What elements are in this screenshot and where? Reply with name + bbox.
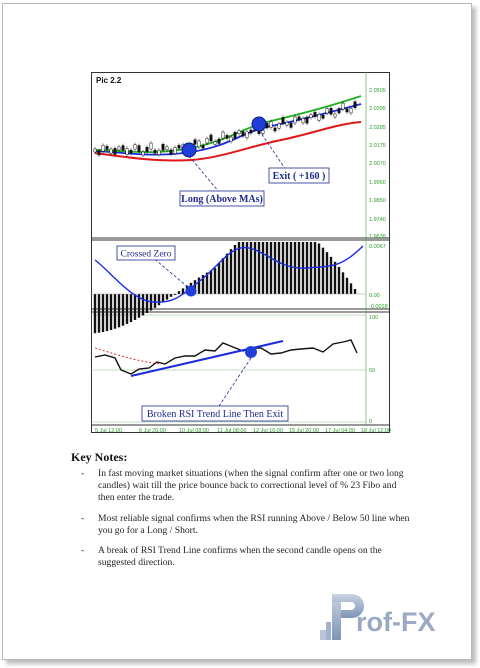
macd-bar xyxy=(282,242,284,294)
macd-bar xyxy=(166,294,168,300)
candle-body xyxy=(134,145,136,150)
macd-bar xyxy=(270,242,272,294)
candle-body xyxy=(294,117,296,123)
macd-axis-label: 0.0067 xyxy=(369,244,386,250)
macd-axis-label: 1.9635 xyxy=(369,234,386,240)
price-axis-label: 2.0175 xyxy=(369,143,386,149)
exit-annotation-text: Exit ( +160 ) xyxy=(272,171,326,182)
macd-bar xyxy=(266,242,268,294)
candle-body xyxy=(230,137,232,142)
macd-bar xyxy=(130,294,132,322)
macd-bar xyxy=(94,294,96,333)
macd-axis-label: 0.00 xyxy=(369,293,380,299)
macd-bar xyxy=(290,242,292,294)
time-axis-label: 15 Jul 20:00 xyxy=(289,428,319,434)
price-axis-label: 2.0285 xyxy=(369,125,386,131)
key-notes-heading: Key Notes: xyxy=(71,450,128,464)
bullet-dash: - xyxy=(81,512,85,524)
rsi-trend-line xyxy=(131,341,283,376)
price-axis-label: 1.9960 xyxy=(369,180,386,186)
candle-body xyxy=(206,139,208,144)
crossed-zero-text: Crossed Zero xyxy=(120,249,172,260)
macd-bar xyxy=(146,294,148,313)
candle-body xyxy=(118,147,120,150)
macd-bar xyxy=(286,242,288,294)
macd-bar xyxy=(134,294,136,320)
candle-body xyxy=(214,142,216,145)
time-axis-label: 11 Jul 08:00 xyxy=(217,428,247,434)
candle-body xyxy=(318,114,320,120)
time-axis-label: 12 Jul 16:00 xyxy=(253,428,283,434)
macd-bar xyxy=(106,294,108,331)
macd-bar xyxy=(226,254,228,294)
price-axis-label: 2.0505 xyxy=(369,88,386,94)
macd-bar xyxy=(342,272,344,294)
macd-bar xyxy=(158,294,160,305)
candle-body xyxy=(146,147,148,152)
exit-marker xyxy=(252,117,266,131)
key-notes-list xyxy=(81,468,411,577)
candle-body xyxy=(210,135,212,141)
candle-body xyxy=(302,118,304,123)
candle-body xyxy=(170,150,172,155)
macd-bar xyxy=(246,242,248,294)
macd-bar xyxy=(238,242,240,294)
logo-text: rof-FX xyxy=(356,607,436,637)
candle-body xyxy=(94,149,96,152)
candle-body xyxy=(162,144,164,150)
candle-body xyxy=(354,102,356,108)
candle-body xyxy=(310,115,312,118)
candle-body xyxy=(298,117,300,120)
candle-body xyxy=(270,122,272,128)
macd-bar xyxy=(98,294,100,333)
prof-fx-logo xyxy=(318,590,468,648)
rsi-line xyxy=(95,340,357,374)
macd-bar xyxy=(222,258,224,294)
time-axis-label: 17 Jul 04:00 xyxy=(325,428,355,434)
candle-body xyxy=(130,150,132,153)
time-axis-label: 18 Jul 12:00 xyxy=(361,428,391,434)
candle-body xyxy=(106,146,108,149)
candle-body xyxy=(306,117,308,123)
candle-body xyxy=(102,145,104,151)
key-note-text: In fast moving market situations (when the signal confirm after one or two long candles) wait till the price bounce back to correctional level of % 23 Fibo and then enter the trade. xyxy=(98,468,404,504)
candle-body xyxy=(282,117,284,123)
long-entry-marker xyxy=(182,143,196,157)
rsi-axis-label: 0 xyxy=(369,419,373,425)
bullet-dash: - xyxy=(81,545,85,557)
macd-bar xyxy=(326,252,328,294)
candle-body xyxy=(122,146,124,151)
document-page xyxy=(2,3,472,660)
macd-bar xyxy=(198,278,200,294)
candle-body xyxy=(234,132,236,138)
crossed-zero-pointer xyxy=(151,256,189,288)
price-axis-label: 2.0070 xyxy=(369,161,386,167)
candle-body xyxy=(346,109,348,112)
candle-body xyxy=(222,132,224,138)
candle-body xyxy=(290,123,292,128)
candle-body xyxy=(330,108,332,114)
candle-body xyxy=(142,152,144,155)
candle-body xyxy=(334,114,336,117)
candle-body xyxy=(342,103,344,109)
candle-body xyxy=(178,145,180,148)
long-annotation-text: Long (Above MAs) xyxy=(181,194,263,205)
macd-bar xyxy=(250,242,252,294)
candle-body xyxy=(286,122,288,125)
macd-bar xyxy=(334,262,336,294)
crossed-zero-marker xyxy=(186,286,197,297)
key-note-text: A break of RSI Trend Line confirms when the second candle opens on the suggested direction. xyxy=(98,545,382,569)
candle-body xyxy=(98,150,100,155)
macd-bar xyxy=(170,294,172,297)
candle-body xyxy=(350,108,352,113)
macd-bar xyxy=(162,294,164,302)
macd-bar xyxy=(242,242,244,294)
macd-bar xyxy=(102,294,104,332)
macd-bar xyxy=(214,268,216,294)
price-axis-label: 1.9740 xyxy=(369,217,386,223)
candle-body xyxy=(278,124,280,129)
figure-caption: Pic 2.2 xyxy=(96,76,122,85)
rsi-axis-label: 50 xyxy=(369,368,376,374)
candle-body xyxy=(166,147,168,150)
macd-bar xyxy=(350,283,352,294)
candle-body xyxy=(242,132,244,137)
candle-body xyxy=(194,140,196,145)
rsi-divergence-line xyxy=(95,348,161,364)
candle-body xyxy=(250,130,252,133)
candle-body xyxy=(198,141,200,147)
candle-body xyxy=(246,132,248,138)
macd-bar xyxy=(178,291,180,294)
macd-bar xyxy=(262,242,264,294)
candle-body xyxy=(314,112,316,117)
macd-bar xyxy=(330,257,332,294)
candle-body xyxy=(274,128,276,131)
time-axis-label: 10 Jul 08:00 xyxy=(179,428,209,434)
candle-body xyxy=(226,135,228,138)
macd-bar xyxy=(274,242,276,294)
macd-bar xyxy=(154,294,156,308)
macd-bar xyxy=(142,294,144,315)
price-axis-label: 1.9850 xyxy=(369,198,386,204)
key-note-text: Most reliable signal confirms when the RSI running Above / Below 50 line when you go for a Long / Short. xyxy=(98,512,410,536)
candle-body xyxy=(322,115,324,118)
key-note-item xyxy=(81,513,411,537)
candle-body xyxy=(126,149,128,155)
rsi-break-marker xyxy=(245,346,257,358)
rsi-axis-label: 100 xyxy=(369,315,379,321)
macd-bar xyxy=(126,294,128,324)
candle-body xyxy=(150,143,152,149)
candle-body xyxy=(110,149,112,154)
price-axis-label: 2.0395 xyxy=(369,106,386,112)
candle-body xyxy=(138,146,140,152)
macd-bar xyxy=(218,263,220,294)
macd-bar xyxy=(210,270,212,294)
macd-bar xyxy=(118,294,120,327)
macd-bar xyxy=(122,294,124,326)
time-axis-label: 5 Jul 12:00 xyxy=(95,428,122,434)
candle-body xyxy=(238,131,240,134)
candle-body xyxy=(114,148,116,154)
macd-bar xyxy=(230,249,232,294)
rsi-break-pointer xyxy=(219,358,251,406)
exit-pointer xyxy=(259,130,286,170)
candle-body xyxy=(154,150,156,153)
broken-trend-text: Broken RSI Trend Line Then Exit xyxy=(146,409,284,420)
trading-chart-figure xyxy=(91,72,391,434)
macd-bar xyxy=(338,267,340,294)
key-note-item xyxy=(81,545,411,569)
macd-bar xyxy=(322,248,324,294)
candle-body xyxy=(218,139,220,144)
macd-axis-label: -0.0018 xyxy=(369,304,388,310)
price-candles xyxy=(94,100,356,157)
key-note-item xyxy=(81,468,411,505)
candle-body xyxy=(202,145,204,148)
macd-bar xyxy=(354,289,356,294)
candle-body xyxy=(338,108,340,113)
candle-body xyxy=(326,109,328,114)
long-pointer xyxy=(189,156,219,192)
time-axis-label: 6 Jul 20:00 xyxy=(139,428,166,434)
macd-bar xyxy=(258,242,260,294)
macd-bar xyxy=(318,243,320,294)
macd-bar xyxy=(346,278,348,294)
macd-bar xyxy=(278,242,280,294)
candle-body xyxy=(174,148,176,154)
bullet-dash: - xyxy=(81,468,85,479)
macd-bar xyxy=(234,245,236,294)
chart-canvas xyxy=(91,72,391,434)
macd-bar xyxy=(110,294,112,330)
candle-body xyxy=(158,150,160,155)
candle-body xyxy=(262,130,264,133)
macd-bar xyxy=(114,294,116,329)
